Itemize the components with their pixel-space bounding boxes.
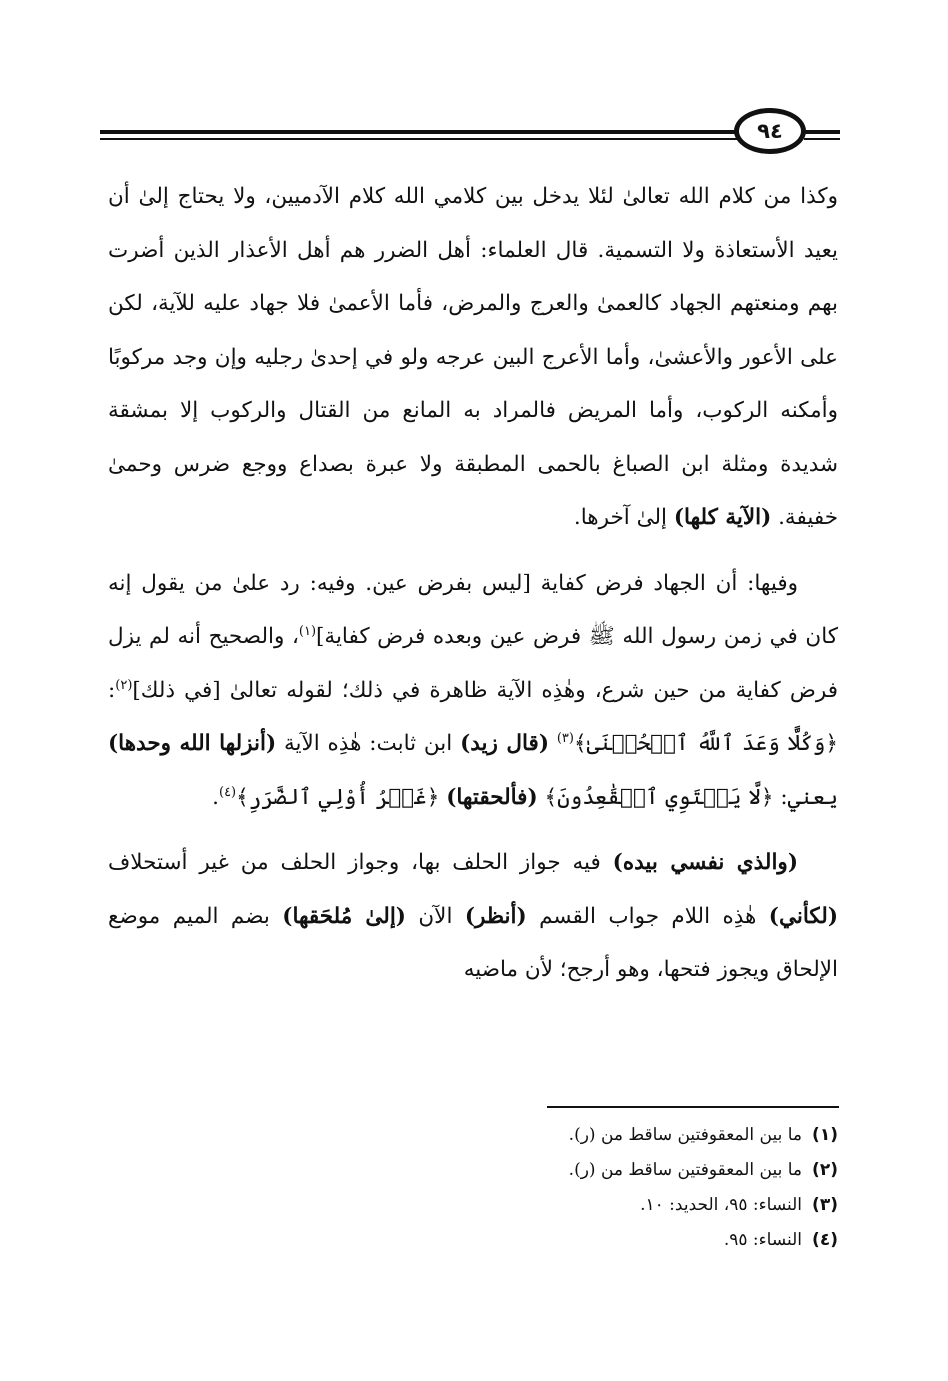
footnote-number: (١)	[812, 1125, 838, 1145]
text-run: يعني: ﴿لَّا يَسۡتَوِي ٱلۡقَٰعِدُونَ﴾	[537, 784, 838, 810]
text-run: بضم الميم موضع الإلحاق ويجوز فتحها، وهو أرجح؛ لأن ماضيه	[108, 903, 838, 982]
page-header	[100, 108, 840, 156]
footnote	[400, 1153, 838, 1188]
header-rule-thin	[100, 138, 740, 140]
footnote-ref: (٢)	[115, 677, 133, 693]
footnote-number: (٢)	[812, 1160, 838, 1180]
quoted-phrase: (أنظر)	[464, 903, 527, 929]
quoted-phrase: (إلىٰ مُلحَقها)	[282, 903, 406, 929]
footnote-text: ما بين المعقوفتين ساقط من (ر).	[568, 1125, 803, 1145]
footnote-text: ما بين المعقوفتين ساقط من (ر).	[568, 1160, 803, 1180]
text-run: ، والصحيح أنه لم يزل فرض كفاية من حين شرع، وهٰذِه الآية ظاهرة في ذلك؛ لقوله تعالىٰ [في ذلك]	[108, 624, 838, 703]
footnote-ref: (٤)	[218, 784, 237, 800]
text-run: وكذا من كلام الله تعالىٰ لئلا يدخل بين كلامي الله كلام الآدميين، ولا يحتاج إلىٰ أن يعيد الأستعاذة ولا التسمية. قال العلماء: أهل الضرر هم أهل الأعذار الذين أضرت بهم ومنعتهم الجهاد كالعمىٰ والعرج والمرض، فأما الأعمىٰ فلا جهاد عليه للآية، لكن على الأعور والأعشىٰ، وأما الأعرج البين عرجه ولو في إحدىٰ رجليه وإن وجد مركوبًا وأمكنه الركوب، وأما المريض فالمراد به المانع من القتال والركوب إلا بمشقة شديدة ومثلة ابن الصباغ بالحمى المطبقة ولا عبرة بصداع ووجع ضرس وحمىٰ خفيفة.	[108, 184, 838, 530]
page-number: ٩٤	[757, 119, 783, 143]
footnote-ref: (٣)	[556, 730, 574, 746]
footnote	[400, 1118, 838, 1153]
quoted-phrase: (الآية كلها)	[673, 505, 772, 530]
text-run: ابن ثابت: هٰذِه الآية	[276, 731, 461, 756]
footnote-number: (٤)	[812, 1230, 838, 1250]
footnote-text: النساء: ٩٥.	[723, 1230, 803, 1250]
footnote	[400, 1223, 838, 1258]
quoted-phrase: (والذي نفسي بيده)	[612, 850, 798, 875]
footnote-text: النساء: ٩٥، الحديد: ١٠.	[640, 1195, 803, 1215]
text-run: الآن	[405, 903, 465, 929]
text-run: : ﴿وَكُلًّا وَعَدَ ٱللَّهُ ٱلۡحُسۡنَىٰ﴾	[108, 677, 838, 756]
footnote	[400, 1188, 838, 1223]
footnote-separator	[547, 1106, 839, 1108]
text-run: إلىٰ آخرها.	[573, 505, 674, 530]
main-text	[108, 170, 838, 997]
quoted-phrase: (لكأني)	[768, 903, 839, 929]
quoted-phrase: (أنزلها الله وحدها)	[108, 731, 277, 756]
page-number-badge	[734, 108, 806, 154]
header-rule-thick	[100, 130, 740, 134]
footnotes	[400, 1118, 838, 1258]
text-run: فيه جواز الحلف بها، وجواز الحلف من غير أستحلاف	[108, 850, 613, 875]
text-run: هٰذِه اللام جواب القسم	[526, 903, 769, 929]
paragraph	[108, 557, 838, 825]
quoted-phrase: (فألحقتها)	[446, 784, 538, 810]
paragraph	[108, 836, 838, 997]
text-run: ﴿غَيۡرُ أُوْلِي ٱلضَّرَرِ﴾	[236, 784, 447, 810]
header-rule-right-thick	[804, 130, 840, 134]
text-run: وفيها: أن الجهاد فرض كفاية [ليس بفرض عين. وفيه: رد علىٰ من يقول إنه كان في زمن رسول الله ﷺ فرض عين وبعده فرض كفاية]	[108, 570, 838, 649]
quoted-phrase: (قال زيد)	[460, 731, 549, 756]
text-run: .	[212, 784, 219, 810]
header-rule-right-thin	[804, 138, 840, 140]
footnote-ref: (١)	[298, 623, 317, 639]
footnote-number: (٣)	[812, 1195, 838, 1215]
paragraph	[108, 170, 838, 545]
text-run	[549, 731, 557, 756]
